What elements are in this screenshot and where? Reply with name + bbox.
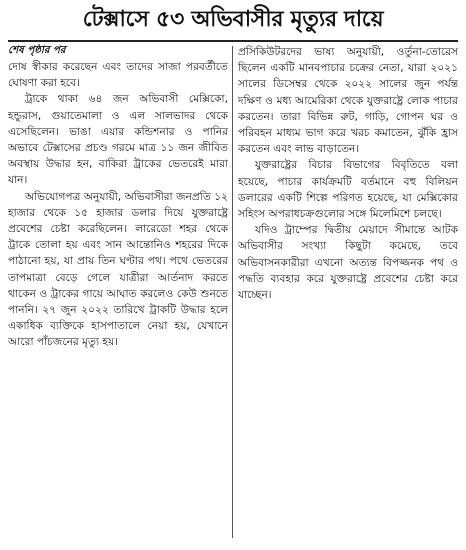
headline-divider xyxy=(8,40,458,42)
left-column xyxy=(8,44,228,544)
right-paragraph-1: প্রসিকিউটরদের ভাষ্য অনুযায়ী, ওর্তুনা-তোরেস ছিলেন একটি মানবপাচার চক্রের নেতা, যারা ২০২১ সালের ডিসেম্বর থেকে ২০২২ সালের জুন পর্যন্ত দক্ষিণ ও মধ্য আমেরিকা থেকে যুক্তরাষ্ট্রে লোক পাচার করতেন। তারা বিভিন্ন রুট, গাড়ি, গোপন ঘর ও পরিবহন মাধ্যম ভাগ করে খরচ কমাতেন, ঝুঁকি হ্রাস করতেন এবং লাভ বাড়াতেন। xyxy=(238,46,458,156)
left-paragraph-3: অভিযোগপত্র অনুযায়ী, অভিবাসীরা জনপ্রতি ১২ হাজার থেকে ১৫ হাজার ডলার দিয়ে যুক্তরাষ্ট্রে প্রবেশের চেষ্টা করেছিলেন। লারেডো শহর থেকে ট্রাকে তোলা হয় এবং সান আন্তোনিও শহরের দিকে পাঠানো হয়, যা প্রায় তিন ঘণ্টার পথ। পথে ভেতরের তাপমাত্রা বেড়ে গেলে যাত্রীরা আর্তনাদ করতে থাকেন ও ট্রাকের গায়ে আঘাত করলেও কেউ শুনতে পাননি। ২৭ জুন ২০২২ তারিখে ট্রাকটি উদ্ধার হলে একাধিক ব্যক্তিকে হাসপাতালে নেয়া হয়, যেখানে আরো পাঁচজনের মৃত্যু হয়। xyxy=(8,190,228,349)
continuation-label: শেষ পৃষ্ঠার পর xyxy=(8,45,66,56)
column-divider xyxy=(232,46,233,538)
right-paragraph-2: যুক্তরাষ্ট্রের বিচার বিভাগের বিবৃতিতে বলা হয়েছে, পাচার কার্যক্রমটি বর্তমানে বহু বিলিয়ন ডলারের একটি শিল্পে পরিণত হয়েছে, যা মেক্সিকোর সহিংস অপরাধচক্রগুলোর সঙ্গে মিলেমিশে চলছে। xyxy=(238,159,458,221)
right-column xyxy=(238,44,458,544)
left-paragraph-2: ট্রাকে থাকা ৬৪ জন অভিবাসী মেক্সিকো, হন্ডুরাস, গুয়াতেমালা ও এল সালভাদর থেকে এসেছিলেন। ভাঙা এয়ার কন্ডিশনার ও পানির অভাবে টেক্সাসের প্রচণ্ড গরমে মাত্র ১১ জন জীবিত অবস্থায় উদ্ধার হন, বাকিরা ট্রাকের ভেতরেই মারা যান। xyxy=(8,93,228,187)
right-paragraph-3: যদিও ট্রাম্পের দ্বিতীয় মেয়াদে সীমান্তে আটক অভিবাসীর সংখ্যা কিছুটা কমেছে, তবে অভিবাসনকারীরা এখনো অত্যন্ত বিপজ্জনক পথ ও পদ্ধতি ব্যবহার করে যুক্তরাষ্ট্রে প্রবেশের চেষ্টা করে যাচ্ছেন। xyxy=(238,224,458,302)
left-paragraph-1: দোষ স্বীকার করেছেন এবং তাদের সাজা পরবর্তীতে ঘোষণা করা হবে। xyxy=(8,61,228,90)
article-headline: টেক্সাসে ৫৩ অভিবাসীর মৃত্যুর দায়ে xyxy=(82,7,384,32)
